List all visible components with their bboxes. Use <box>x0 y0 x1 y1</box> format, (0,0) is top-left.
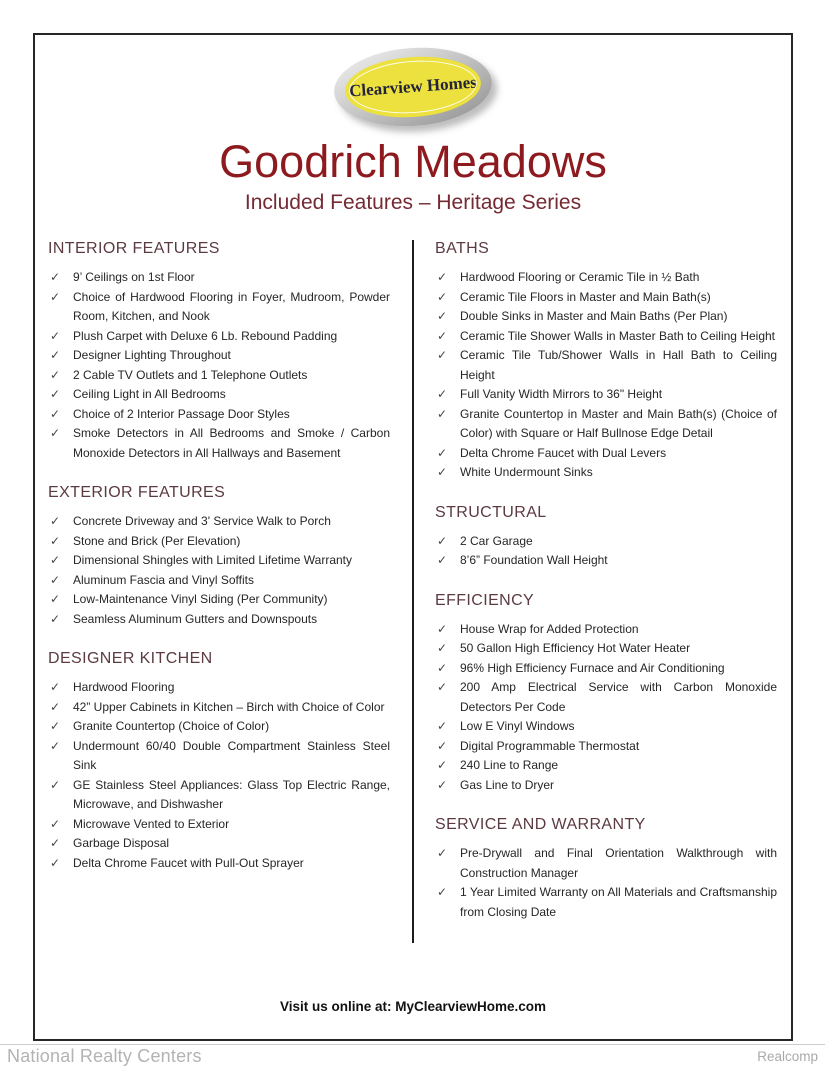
feature-text: Dimensional Shingles with Limited Lifetime Warranty <box>73 553 352 568</box>
check-icon: ✓ <box>50 289 61 304</box>
feature-text: Plush Carpet with Deluxe 6 Lb. Rebound Padding <box>73 328 338 343</box>
feature-item <box>48 834 390 854</box>
feature-text: Garbage Disposal <box>73 836 170 851</box>
feature-item <box>435 737 777 757</box>
feature-text: Choice of 2 Interior Passage Door Styles <box>73 406 290 421</box>
feature-text: Full Vanity Width Mirrors to 36" Height <box>460 387 663 402</box>
check-icon: ✓ <box>437 660 448 675</box>
feature-text: Microwave Vented to Exterior <box>73 816 230 831</box>
bottom-bar <box>0 1044 825 1067</box>
feature-item <box>435 346 777 385</box>
check-icon: ✓ <box>437 885 448 900</box>
feature-section <box>435 504 777 571</box>
check-icon: ✓ <box>50 387 61 402</box>
logo-brand-text: Clearview Homes <box>348 72 478 101</box>
feature-item <box>48 532 390 552</box>
section-heading: STRUCTURAL <box>435 503 547 521</box>
feature-item <box>435 844 777 883</box>
section-heading: EXTERIOR FEATURES <box>48 484 226 502</box>
feature-text: 42” Upper Cabinets in Kitchen – Birch with Choice of Color <box>73 699 385 714</box>
check-icon: ✓ <box>437 553 448 568</box>
feature-item <box>48 717 390 737</box>
check-icon: ✓ <box>50 816 61 831</box>
feature-text: Delta Chrome Faucet with Dual Levers <box>460 445 667 460</box>
feature-item <box>48 512 390 532</box>
feature-item <box>435 639 777 659</box>
feature-text: 1 Year Limited Warranty on All Materials and Craftsmanship from Closing Date <box>460 885 777 919</box>
feature-item <box>48 385 390 405</box>
feature-text: Gas Line to Dryer <box>460 777 555 792</box>
page-title: Goodrich Meadows <box>219 136 607 187</box>
feature-text: 2 Car Garage <box>460 533 533 548</box>
check-icon: ✓ <box>50 348 61 363</box>
feature-section <box>435 240 777 483</box>
logo-oval <box>343 52 483 121</box>
check-icon: ✓ <box>50 367 61 382</box>
feature-item <box>48 268 390 288</box>
check-icon: ✓ <box>437 738 448 753</box>
check-icon: ✓ <box>50 699 61 714</box>
check-icon: ✓ <box>437 680 448 695</box>
feature-item <box>48 854 390 874</box>
check-icon: ✓ <box>437 719 448 734</box>
section-heading: DESIGNER KITCHEN <box>48 650 213 668</box>
feature-text: Ceramic Tile Floors in Master and Main Bath(s) <box>460 289 711 304</box>
feature-text: Granite Countertop (Choice of Color) <box>73 719 270 734</box>
feature-item <box>48 590 390 610</box>
feature-list <box>435 620 777 796</box>
feature-item <box>435 307 777 327</box>
check-icon: ✓ <box>437 641 448 656</box>
check-icon: ✓ <box>50 426 61 441</box>
realcomp-label: Realcomp <box>757 1049 818 1064</box>
check-icon: ✓ <box>50 611 61 626</box>
feature-item <box>435 883 777 922</box>
feature-text: Choice of Hardwood Flooring in Foyer, Mudroom, Powder Room, Kitchen, and Nook <box>73 289 390 324</box>
feature-text: 240 Line to Range <box>460 758 559 773</box>
feature-text: Hardwood Flooring or Ceramic Tile in ½ Bath <box>460 270 700 285</box>
feature-list <box>435 532 777 571</box>
feature-text: 9’ Ceilings on 1st Floor <box>73 270 195 285</box>
feature-text: Ceramic Tile Tub/Shower Walls in Hall Bath to Ceiling Height <box>460 348 777 382</box>
check-icon: ✓ <box>437 846 448 861</box>
feature-item <box>435 463 777 483</box>
check-icon: ✓ <box>50 719 61 734</box>
section-heading: BATHS <box>435 240 490 258</box>
feature-item <box>48 327 390 347</box>
column-right <box>414 240 778 943</box>
check-icon: ✓ <box>50 592 61 607</box>
check-icon: ✓ <box>437 406 448 421</box>
check-icon: ✓ <box>437 348 448 363</box>
feature-list <box>435 844 777 922</box>
feature-item <box>435 620 777 640</box>
feature-text: Concrete Driveway and 3' Service Walk to Porch <box>73 514 331 529</box>
page-subtitle: Included Features – Heritage Series <box>244 191 582 215</box>
feature-item <box>48 610 390 630</box>
feature-list <box>435 268 777 483</box>
check-icon: ✓ <box>50 533 61 548</box>
feature-section <box>48 240 390 463</box>
feature-item <box>48 551 390 571</box>
feature-section <box>48 650 390 873</box>
feature-list <box>48 268 390 463</box>
feature-text: White Undermount Sinks <box>460 465 593 480</box>
visit-online-text: Visit us online at: MyClearviewHome.com <box>279 999 547 1014</box>
feature-item <box>48 366 390 386</box>
feature-item <box>48 571 390 591</box>
feature-text: Double Sinks in Master and Main Baths (Per Plan) <box>460 309 728 324</box>
check-icon: ✓ <box>437 533 448 548</box>
feature-text: Pre-Drywall and Final Orientation Walkthrough with Construction Manager <box>460 846 777 880</box>
check-icon: ✓ <box>437 289 448 304</box>
feature-text: GE Stainless Steel Appliances: Glass Top Electric Range, Microwave, and Dishwasher <box>73 777 390 812</box>
feature-item <box>435 405 777 444</box>
feature-item <box>48 737 390 776</box>
feature-item <box>435 288 777 308</box>
check-icon: ✓ <box>437 309 448 324</box>
feature-text: Low-Maintenance Vinyl Siding (Per Community) <box>73 592 328 607</box>
check-icon: ✓ <box>50 553 61 568</box>
feature-item <box>435 717 777 737</box>
feature-section <box>435 592 777 796</box>
feature-item <box>48 405 390 425</box>
check-icon: ✓ <box>437 328 448 343</box>
feature-columns <box>35 240 791 943</box>
check-icon: ✓ <box>50 270 61 285</box>
check-icon: ✓ <box>50 836 61 851</box>
section-heading: SERVICE AND WARRANTY <box>435 816 646 834</box>
check-icon: ✓ <box>50 514 61 529</box>
section-heading: EFFICIENCY <box>435 591 535 609</box>
feature-text: Stone and Brick (Per Elevation) <box>73 533 241 548</box>
feature-text: Ceiling Light in All Bedrooms <box>73 387 226 402</box>
feature-list <box>48 512 390 629</box>
feature-item <box>48 424 390 463</box>
feature-text: Granite Countertop in Master and Main Bath(s) (Choice of Color) with Square or Half Bullnose Edge Detail <box>460 406 777 441</box>
section-heading: INTERIOR FEATURES <box>48 240 220 258</box>
feature-text: Low E Vinyl Windows <box>460 719 575 734</box>
check-icon: ✓ <box>50 777 61 792</box>
feature-item <box>435 756 777 776</box>
feature-text: House Wrap for Added Protection <box>460 621 639 636</box>
check-icon: ✓ <box>437 465 448 480</box>
brokerage-name: National Realty Centers <box>7 1046 202 1066</box>
flyer-page <box>33 33 793 1041</box>
feature-item <box>435 444 777 464</box>
feature-text: Hardwood Flooring <box>73 680 175 695</box>
clearview-homes-logo <box>331 43 494 132</box>
feature-text: Ceramic Tile Shower Walls in Master Bath to Ceiling Height <box>460 328 776 343</box>
feature-item <box>48 698 390 718</box>
check-icon: ✓ <box>437 270 448 285</box>
feature-item <box>435 551 777 571</box>
feature-text: Undermount 60/40 Double Compartment Stainless Steel Sink <box>73 738 390 773</box>
feature-text: 50 Gallon High Efficiency Hot Water Heater <box>460 641 691 656</box>
feature-text: Seamless Aluminum Gutters and Downspouts <box>73 611 318 626</box>
check-icon: ✓ <box>50 680 61 695</box>
feature-text: 200 Amp Electrical Service with Carbon Monoxide Detectors Per Code <box>460 680 777 714</box>
feature-text: Digital Programmable Thermostat <box>460 738 640 753</box>
check-icon: ✓ <box>437 621 448 636</box>
feature-text: Smoke Detectors in All Bedrooms and Smoke / Carbon Monoxide Detectors in All Hallways and Basement <box>73 426 390 460</box>
feature-text: 8’6” Foundation Wall Height <box>460 553 608 568</box>
feature-item <box>435 678 777 717</box>
feature-item <box>435 268 777 288</box>
feature-section <box>435 816 777 922</box>
check-icon: ✓ <box>50 572 61 587</box>
feature-item <box>48 678 390 698</box>
check-icon: ✓ <box>50 406 61 421</box>
check-icon: ✓ <box>437 777 448 792</box>
feature-item <box>435 327 777 347</box>
feature-item <box>435 385 777 405</box>
column-left <box>48 240 412 943</box>
feature-text: 2 Cable TV Outlets and 1 Telephone Outlets <box>73 367 308 382</box>
check-icon: ✓ <box>437 445 448 460</box>
feature-text: Delta Chrome Faucet with Pull-Out Sprayer <box>73 855 304 870</box>
feature-item <box>48 346 390 366</box>
feature-item <box>48 776 390 815</box>
check-icon: ✓ <box>437 387 448 402</box>
feature-item <box>435 659 777 679</box>
check-icon: ✓ <box>50 328 61 343</box>
check-icon: ✓ <box>437 758 448 773</box>
feature-item <box>48 288 390 327</box>
check-icon: ✓ <box>50 855 61 870</box>
feature-section <box>48 484 390 629</box>
feature-text: Aluminum Fascia and Vinyl Soffits <box>73 572 254 587</box>
feature-text: Designer Lighting Throughout <box>73 348 231 363</box>
feature-item <box>435 532 777 552</box>
feature-text: 96% High Efficiency Furnace and Air Conditioning <box>460 660 725 675</box>
feature-item <box>48 815 390 835</box>
feature-item <box>435 776 777 796</box>
feature-list <box>48 678 390 873</box>
check-icon: ✓ <box>50 738 61 753</box>
